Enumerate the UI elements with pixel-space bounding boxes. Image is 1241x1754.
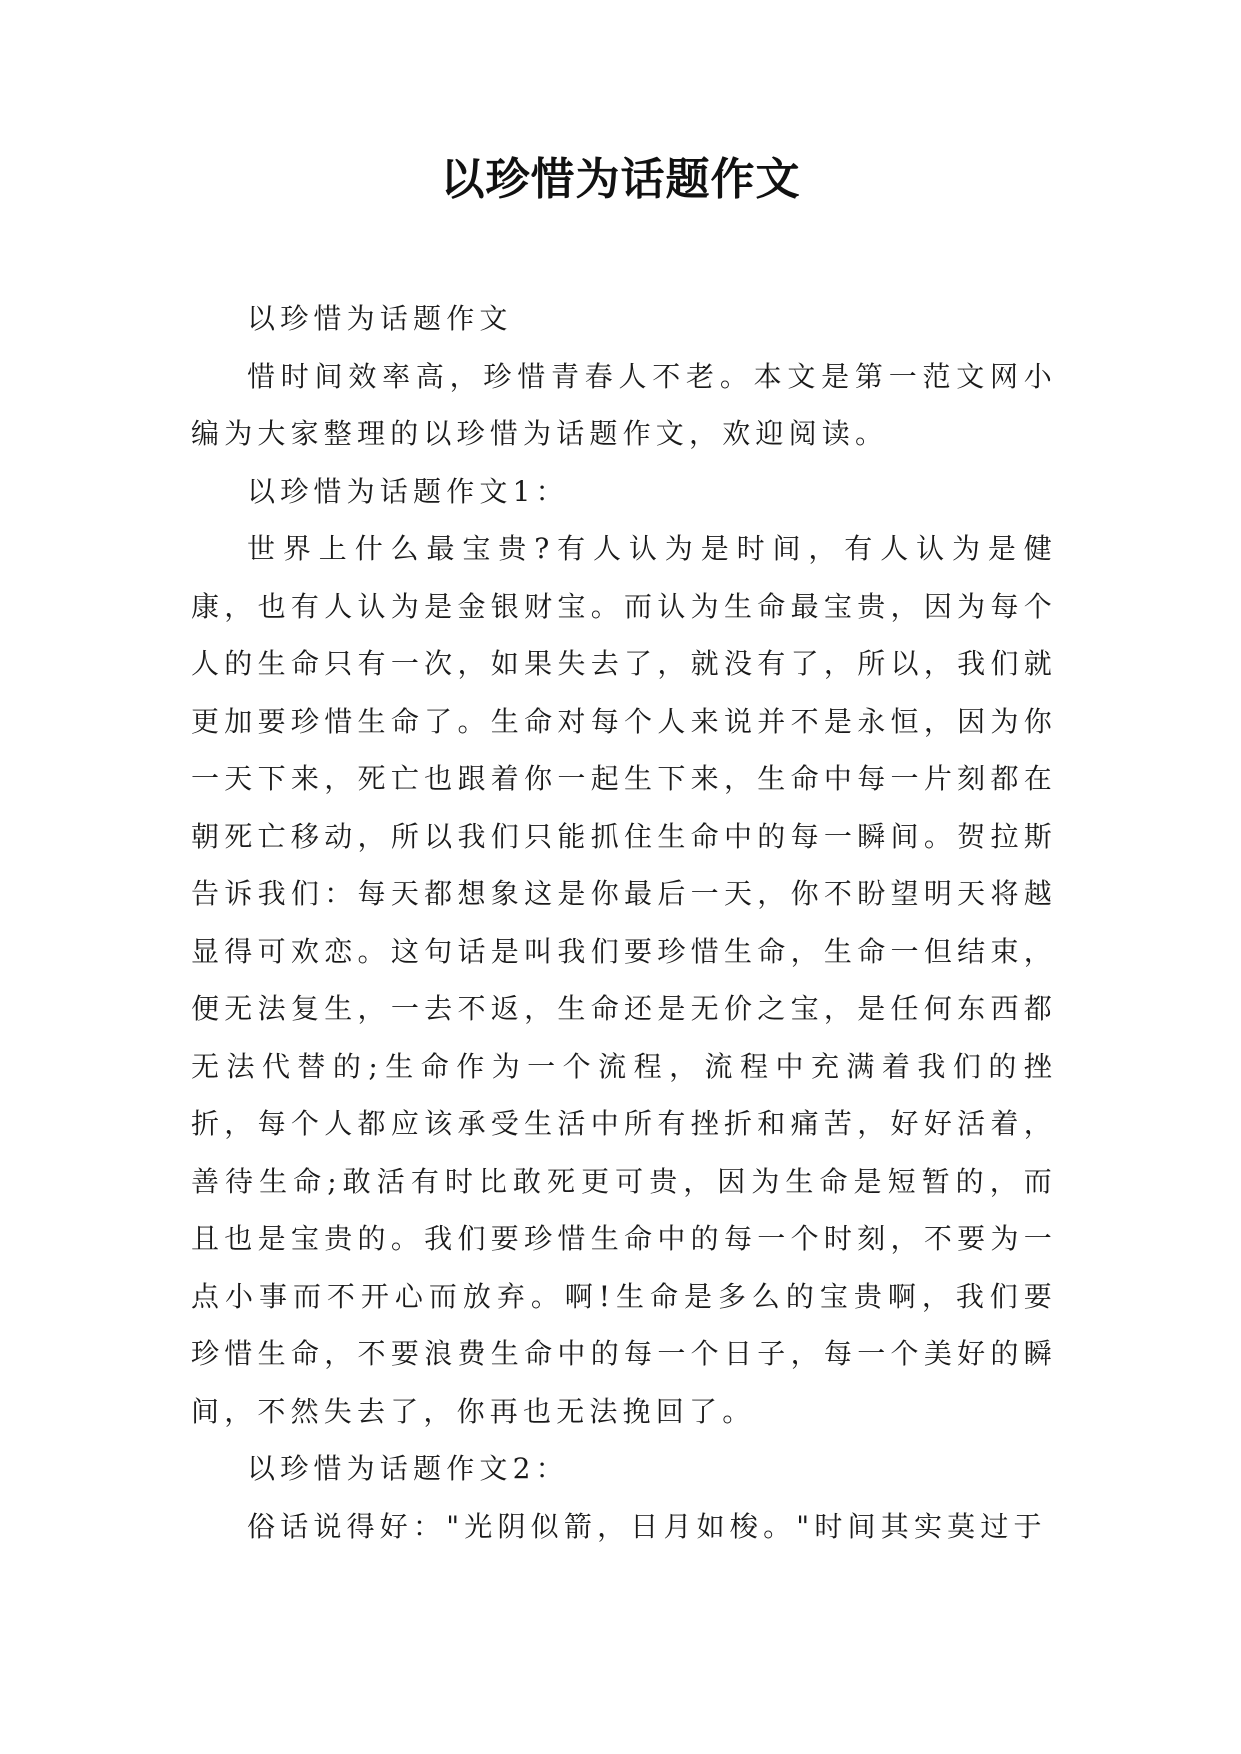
paragraph-intro: 惜时间效率高，珍惜青春人不老。本文是第一范文网小编为大家整理的以珍惜为话题作文，欢迎阅读。 <box>191 359 1057 450</box>
document-body <box>191 290 1057 1555</box>
paragraph-heading-1: 以珍惜为话题作文1： <box>247 474 569 508</box>
paragraph-essay-1: 世界上什么最宝贵?有人认为是时间，有人认为是健康，也有人认为是金银财宝。而认为生命最宝贵，因为每个人的生命只有一次，如果失去了，就没有了，所以，我们就更加要珍惜生命了。生命对每个人来说并不是永恒，因为你一天下来，死亡也跟着你一起生下来，生命中每一片刻都在朝死亡移动，所以我们只能抓住生命中的每一瞬间。贺拉斯告诉我们：每天都想象这是你最后一天，你不盼望明天将越显得可欢恋。这句话是叫我们要珍惜生命，生命一但结束，便无法复生，一去不返，生命还是无价之宝，是任何东西都无法代替的;生命作为一个流程，流程中充满着我们的挫折，每个人都应该承受生活中所有挫折和痛苦，好好活着，善待生命;敢活有时比敢死更可贵，因为生命是短暂的，而且也是宝贵的。我们要珍惜生命中的每一个时刻，不要为一点小事而不开心而放弃。啊!生命是多么的宝贵啊，我们要珍惜生命，不要浪费生命中的每一个日子，每一个美好的瞬间，不然失去了，你再也无法挽回了。 <box>191 532 1057 1428</box>
document-title: 以珍惜为话题作文 <box>440 154 801 205</box>
paragraph-essay-2: 俗话说得好："光阴似箭，日月如梭。"时间其实莫过于 <box>247 1509 1047 1543</box>
paragraph-subtitle: 以珍惜为话题作文 <box>247 302 513 335</box>
paragraph-heading-2: 以珍惜为话题作文2： <box>247 1452 569 1485</box>
